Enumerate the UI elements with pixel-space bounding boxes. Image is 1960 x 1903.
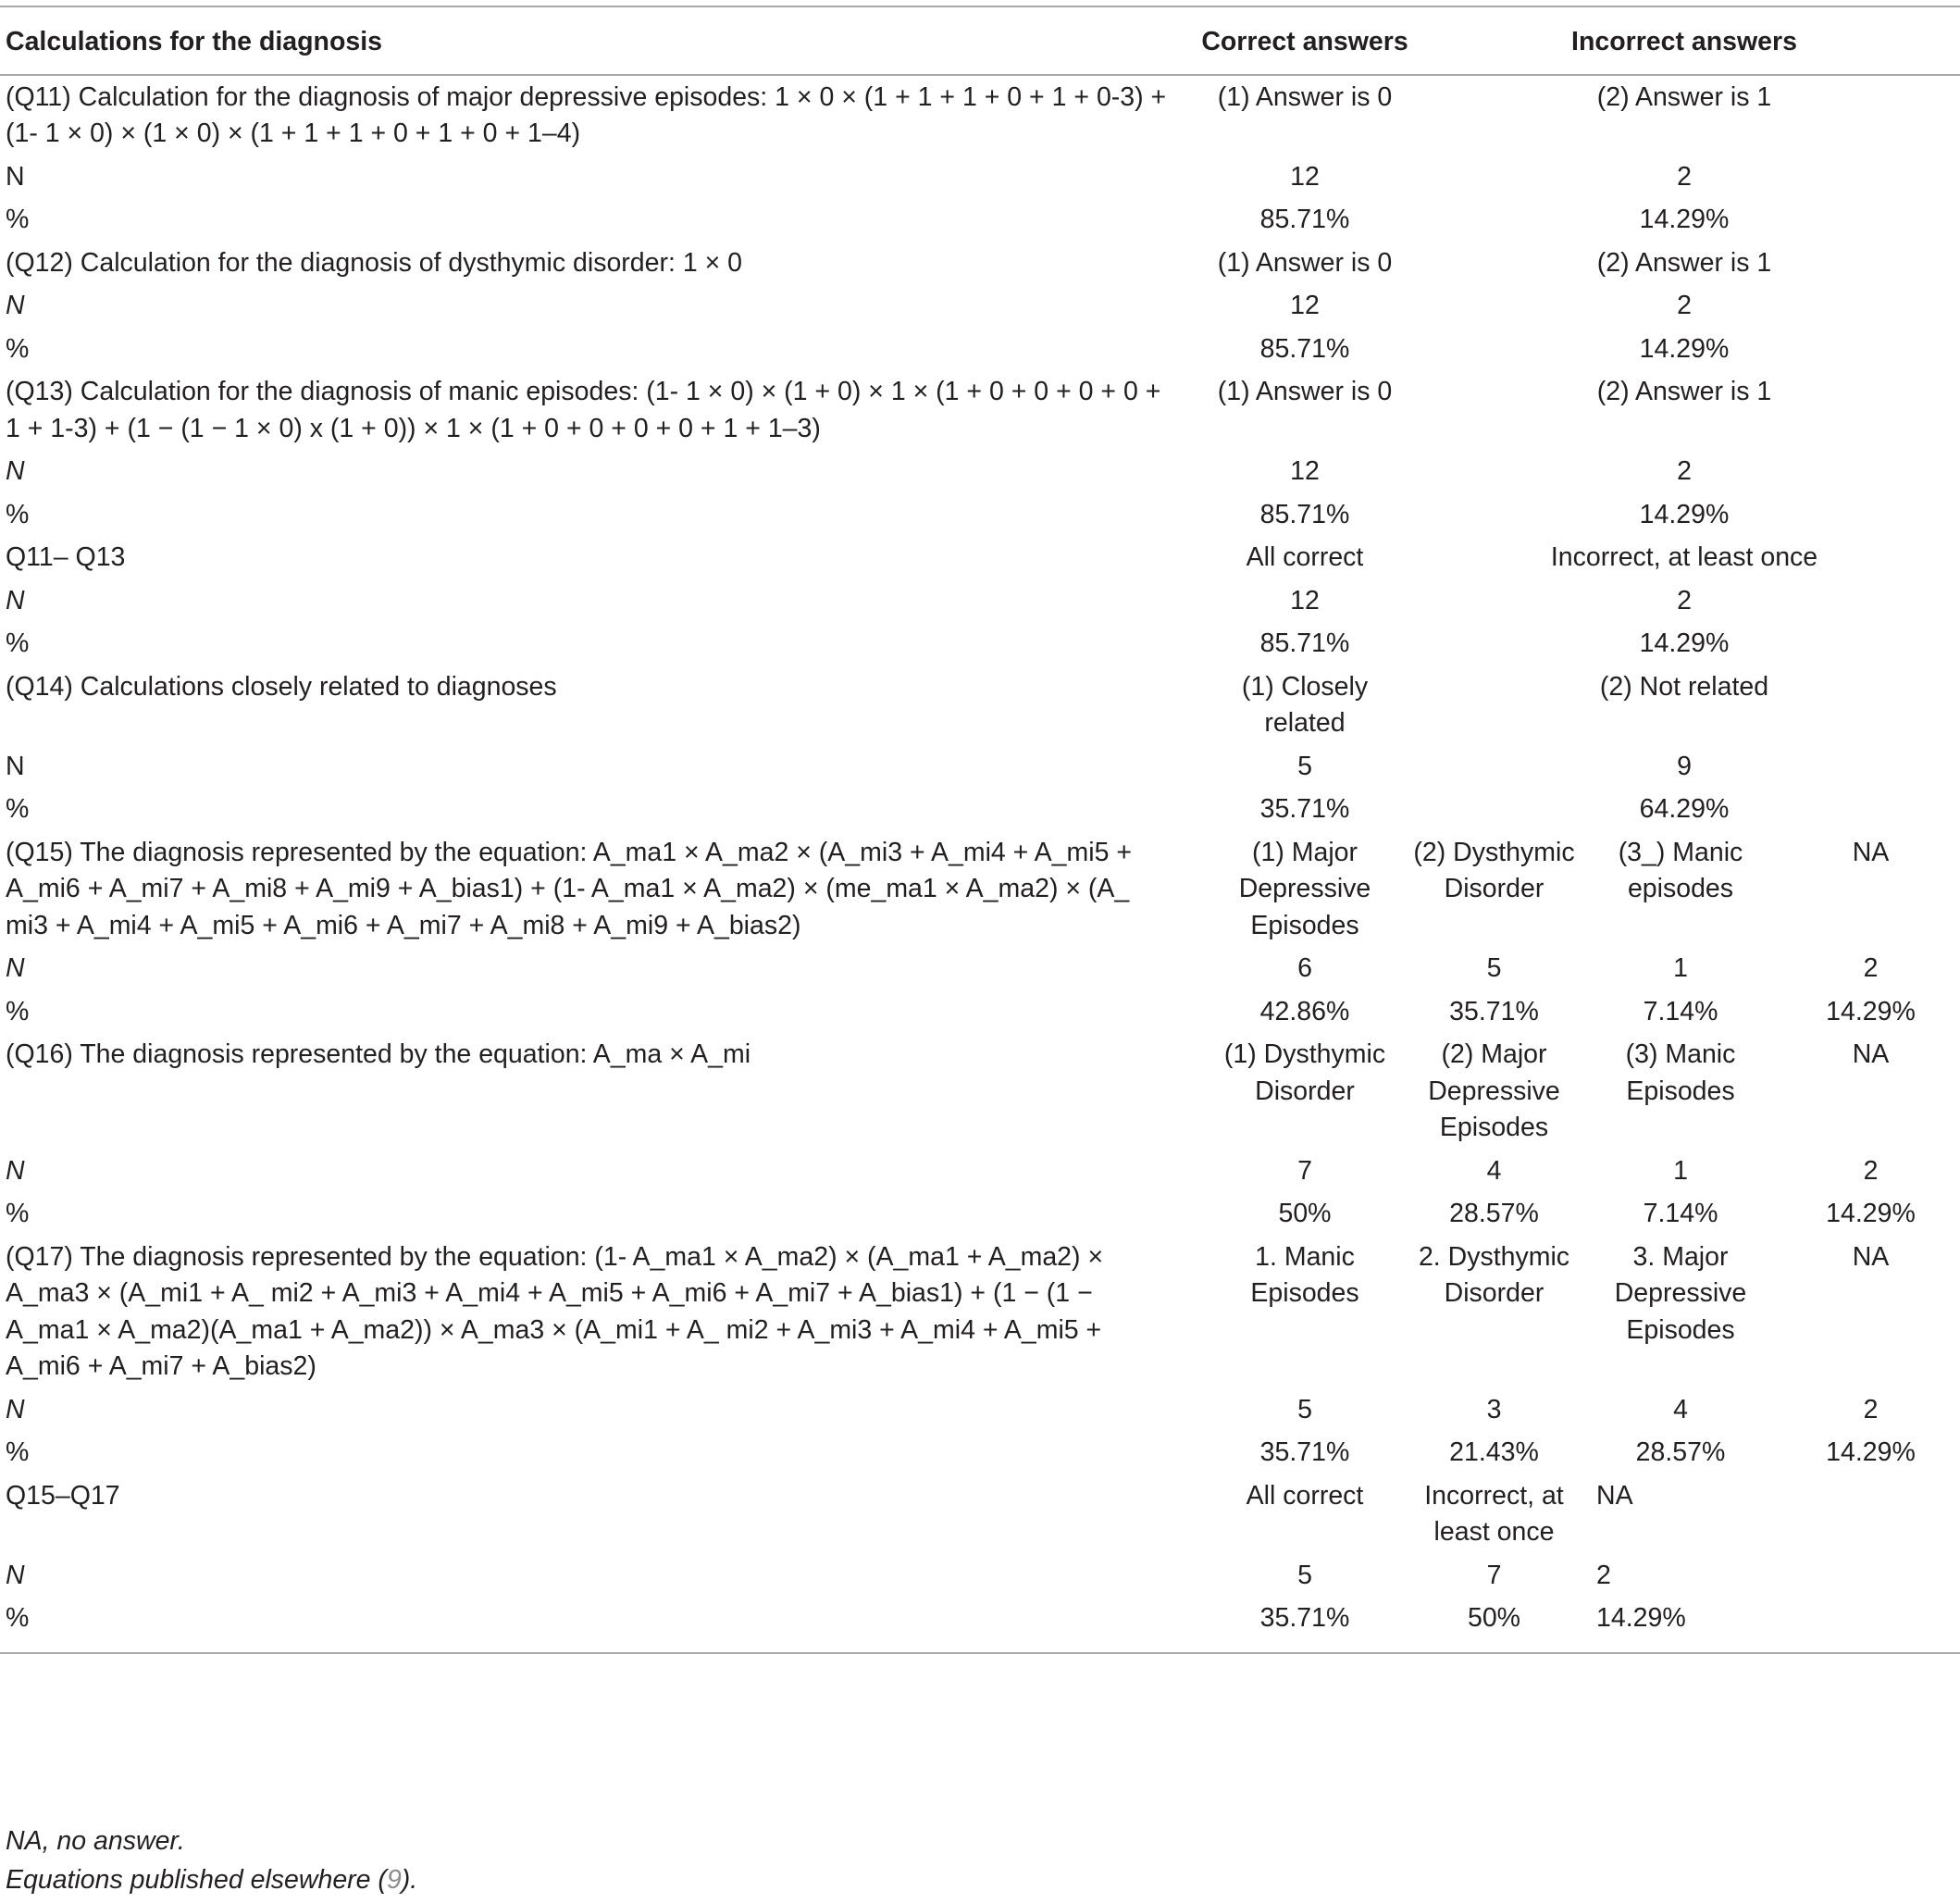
q13-pct-2: 14.29% bbox=[1639, 499, 1730, 529]
table-row bbox=[0, 1033, 1960, 1150]
q12-pct-label: % bbox=[6, 333, 30, 364]
q17-option-2: 2. Dysthymic Disorder bbox=[1418, 1241, 1570, 1308]
q15-option-4: NA bbox=[1852, 837, 1890, 867]
table-row bbox=[0, 1150, 1960, 1193]
footnote-na: NA, no answer. bbox=[6, 1826, 185, 1856]
q15-option-3: (3_) Manic episodes bbox=[1618, 837, 1743, 903]
q11-13-option-2: Incorrect, at least once bbox=[1550, 542, 1818, 572]
q15-n-1: 6 bbox=[1297, 953, 1312, 983]
q15-17-n-label: N bbox=[6, 1560, 25, 1590]
q11-pct-2: 14.29% bbox=[1639, 205, 1730, 234]
table-row bbox=[0, 622, 1960, 665]
q15-17-option-1: All correct bbox=[1246, 1480, 1364, 1511]
q17-n-label: N bbox=[6, 1394, 25, 1424]
q13-pct-label: % bbox=[6, 499, 30, 529]
table-row bbox=[0, 947, 1960, 990]
q16-label: (Q16) The diagnosis represented by the equation: A_ma × A_mi bbox=[6, 1039, 751, 1069]
q15-17-label: Q15–Q17 bbox=[6, 1480, 120, 1511]
table-row bbox=[0, 745, 1960, 789]
q12-label: (Q12) Calculation for the diagnosis of dysthymic disorder: 1 × 0 bbox=[6, 247, 743, 278]
q11-13-option-1: All correct bbox=[1246, 542, 1364, 572]
q16-pct-label: % bbox=[6, 1199, 30, 1228]
q15-17-n-2: 7 bbox=[1486, 1560, 1502, 1590]
q15-pct-4: 14.29% bbox=[1826, 996, 1916, 1026]
q17-pct-3: 28.57% bbox=[1635, 1437, 1726, 1467]
q14-pct-1: 35.71% bbox=[1259, 794, 1350, 824]
table-row bbox=[0, 1554, 1960, 1598]
q16-n-2: 4 bbox=[1486, 1155, 1502, 1186]
footnote-reference-link[interactable]: 9 bbox=[386, 1865, 402, 1895]
table-row bbox=[0, 579, 1960, 623]
q14-option-2: (2) Not related bbox=[1599, 671, 1769, 702]
q12-pct-1: 85.71% bbox=[1259, 333, 1350, 364]
q14-pct-2: 64.29% bbox=[1639, 794, 1730, 824]
q11-pct-1: 85.71% bbox=[1259, 205, 1350, 234]
q15-17-n-1: 5 bbox=[1297, 1560, 1312, 1590]
table-row bbox=[0, 788, 1960, 831]
q15-17-option-2: Incorrect, at least once bbox=[1424, 1480, 1564, 1547]
q15-17-n-3: 2 bbox=[1596, 1560, 1611, 1590]
q12-n-label: N bbox=[6, 291, 25, 320]
q13-n-2: 2 bbox=[1677, 456, 1692, 486]
q16-option-4: NA bbox=[1852, 1039, 1890, 1069]
q15-n-label: N bbox=[6, 953, 25, 983]
q17-n-2: 3 bbox=[1486, 1394, 1502, 1424]
table-row bbox=[0, 198, 1960, 242]
table-row bbox=[0, 155, 1960, 199]
q14-n-label: N bbox=[6, 751, 25, 781]
q11-13-pct-1: 85.71% bbox=[1259, 628, 1350, 658]
q14-label: (Q14) Calculations closely related to diagnoses bbox=[6, 671, 557, 702]
table-row bbox=[0, 536, 1960, 579]
q12-option-2: (2) Answer is 1 bbox=[1596, 247, 1772, 278]
q17-pct-1: 35.71% bbox=[1259, 1437, 1350, 1467]
table-row bbox=[0, 284, 1960, 328]
results-table bbox=[0, 6, 1960, 1654]
footnote-equations-text: Equations published elsewhere ( bbox=[6, 1865, 387, 1895]
q15-pct-3: 7.14% bbox=[1643, 996, 1718, 1026]
q16-pct-1: 50% bbox=[1278, 1199, 1332, 1228]
q14-n-1: 5 bbox=[1297, 751, 1312, 781]
q16-pct-2: 28.57% bbox=[1449, 1199, 1539, 1228]
q13-option-1: (1) Answer is 0 bbox=[1217, 377, 1393, 406]
header-incorrect-answers: Incorrect answers bbox=[1408, 6, 1960, 75]
q17-option-3: 3. Major Depressive Episodes bbox=[1614, 1241, 1747, 1345]
q15-17-pct-1: 35.71% bbox=[1201, 1597, 1408, 1653]
q11-n-label: N bbox=[6, 161, 25, 192]
q17-pct-label: % bbox=[6, 1437, 30, 1467]
q11-option-2: (2) Answer is 1 bbox=[1596, 81, 1772, 112]
table-row bbox=[0, 450, 1960, 493]
q13-n-1: 12 bbox=[1290, 456, 1320, 486]
table-row bbox=[0, 1474, 1960, 1554]
q16-pct-4: 14.29% bbox=[1826, 1199, 1916, 1228]
table-row bbox=[0, 242, 1960, 285]
table-footnotes bbox=[6, 1822, 417, 1899]
q11-n-2: 2 bbox=[1677, 161, 1692, 192]
q13-pct-1: 85.71% bbox=[1259, 499, 1350, 529]
q12-pct-2: 14.29% bbox=[1639, 333, 1730, 364]
header-calculations: Calculations for the diagnosis bbox=[0, 6, 1201, 75]
table-row bbox=[0, 75, 1960, 155]
q15-17-pct-label: % bbox=[0, 1597, 1201, 1653]
q17-label: (Q17) The diagnosis represented by the equation: (1- A_ma1 × A_ma2) × (A_ma1 + A_ma2) × A_ma3 × (A_mi1 + A_ mi2 + A_mi3 + A_mi4 + A_mi5 + A_mi6 + A_mi7 + A_bias1) + (1 − (1 − A_ma1 × A_ma2)(A_ma1 + A_ma2)) × A_ma3 × (A_mi1 + A_ mi2 + A_mi3 + A_mi4 + A_mi5 + A_mi6 + A_mi7 + A_bias2) bbox=[6, 1241, 1104, 1381]
q15-n-4: 2 bbox=[1863, 953, 1879, 983]
q11-label: (Q11) Calculation for the diagnosis of major depressive episodes: 1 × 0 × (1 + 1 + 1 + 0 + 1 + 0-3) + (1- 1 × 0) × (1 × 0) × (1 + 1 + 1 + 0 + 1 + 0 + 1–4) bbox=[6, 81, 1167, 148]
q17-n-3: 4 bbox=[1673, 1394, 1688, 1424]
q16-n-4: 2 bbox=[1863, 1155, 1879, 1186]
q13-n-label: N bbox=[6, 456, 25, 486]
q12-n-2: 2 bbox=[1677, 291, 1692, 320]
q15-17-pct-3: 14.29% bbox=[1580, 1597, 1960, 1653]
table-row bbox=[0, 1236, 1960, 1388]
table-row bbox=[0, 1597, 1960, 1653]
q15-option-2: (2) Dysthymic Disorder bbox=[1413, 837, 1575, 903]
table-row bbox=[0, 1431, 1960, 1474]
q13-label: (Q13) Calculation for the diagnosis of manic episodes: (1- 1 × 0) × (1 + 0) × 1 × (1 + 0 + 0 + 0 + 0 + 1 + 1-3) + (1 − (1 − 1 × 0) x (1 + 0)) × 1 × (1 + 0 + 0 + 0 + 0 + 1 + 1–3) bbox=[6, 377, 1161, 443]
table-row bbox=[0, 1388, 1960, 1432]
q16-option-1: (1) Dysthymic Disorder bbox=[1223, 1039, 1386, 1106]
q11-13-n-2: 2 bbox=[1677, 585, 1692, 616]
q11-13-pct-label: % bbox=[6, 628, 30, 658]
q11-pct-label: % bbox=[6, 205, 30, 234]
table-row bbox=[0, 370, 1960, 450]
q12-option-1: (1) Answer is 0 bbox=[1217, 247, 1393, 278]
q17-option-4: NA bbox=[1852, 1241, 1890, 1272]
q13-option-2: (2) Answer is 1 bbox=[1596, 377, 1772, 406]
q17-pct-4: 14.29% bbox=[1826, 1437, 1916, 1467]
q11-13-label: Q11– Q13 bbox=[6, 542, 126, 572]
q15-pct-2: 35.71% bbox=[1449, 996, 1539, 1026]
q15-pct-label: % bbox=[6, 996, 30, 1026]
q15-17-option-3: NA bbox=[1596, 1480, 1633, 1511]
q16-n-label: N bbox=[6, 1155, 25, 1186]
q17-option-1: 1. Manic Episodes bbox=[1250, 1241, 1359, 1308]
q11-13-pct-2: 14.29% bbox=[1639, 628, 1730, 658]
q12-n-1: 12 bbox=[1290, 291, 1320, 320]
table-header-row bbox=[0, 6, 1960, 75]
footnote-equations-end: ). bbox=[401, 1865, 418, 1895]
q14-n-2: 9 bbox=[1677, 751, 1692, 781]
table-row bbox=[0, 990, 1960, 1034]
q15-label: (Q15) The diagnosis represented by the equation: A_ma1 × A_ma2 × (A_mi3 + A_mi4 + A_mi5 + A_mi6 + A_mi7 + A_mi8 + A_mi9 + A_bias1) + (1- A_ma1 × A_ma2) × (me_ma1 × A_ma2) × (A_ mi3 + A_mi4 + A_mi5 + A_mi6 + A_mi7 + A_mi8 + A_mi9 + A_bias2) bbox=[6, 837, 1133, 940]
footnote-equations bbox=[6, 1860, 417, 1899]
header-correct-answers: Correct answers bbox=[1201, 6, 1408, 75]
q15-17-pct-2: 50% bbox=[1408, 1597, 1580, 1653]
q15-pct-1: 42.86% bbox=[1259, 996, 1350, 1026]
q11-n-1: 12 bbox=[1290, 161, 1320, 192]
q17-pct-2: 21.43% bbox=[1449, 1437, 1539, 1467]
q15-option-1: (1) Major Depressive Episodes bbox=[1238, 837, 1371, 940]
q17-n-4: 2 bbox=[1863, 1394, 1879, 1424]
q15-n-2: 5 bbox=[1486, 953, 1502, 983]
q15-n-3: 1 bbox=[1673, 953, 1688, 983]
q16-pct-3: 7.14% bbox=[1643, 1199, 1718, 1228]
q16-option-3: (3) Manic Episodes bbox=[1625, 1039, 1736, 1106]
table-row bbox=[0, 665, 1960, 745]
q11-13-n-1: 12 bbox=[1290, 585, 1320, 616]
q11-13-n-label: N bbox=[6, 585, 25, 616]
table-row bbox=[0, 831, 1960, 948]
q16-n-1: 7 bbox=[1297, 1155, 1312, 1186]
q16-n-3: 1 bbox=[1673, 1155, 1688, 1186]
table-row bbox=[0, 328, 1960, 371]
table-row bbox=[0, 493, 1960, 537]
q16-option-2: (2) Major Depressive Episodes bbox=[1428, 1039, 1560, 1142]
q11-option-1: (1) Answer is 0 bbox=[1217, 81, 1393, 112]
q14-option-1: (1) Closely related bbox=[1241, 671, 1369, 738]
q17-n-1: 5 bbox=[1297, 1394, 1312, 1424]
q14-pct-label: % bbox=[6, 794, 30, 824]
table-row bbox=[0, 1192, 1960, 1236]
